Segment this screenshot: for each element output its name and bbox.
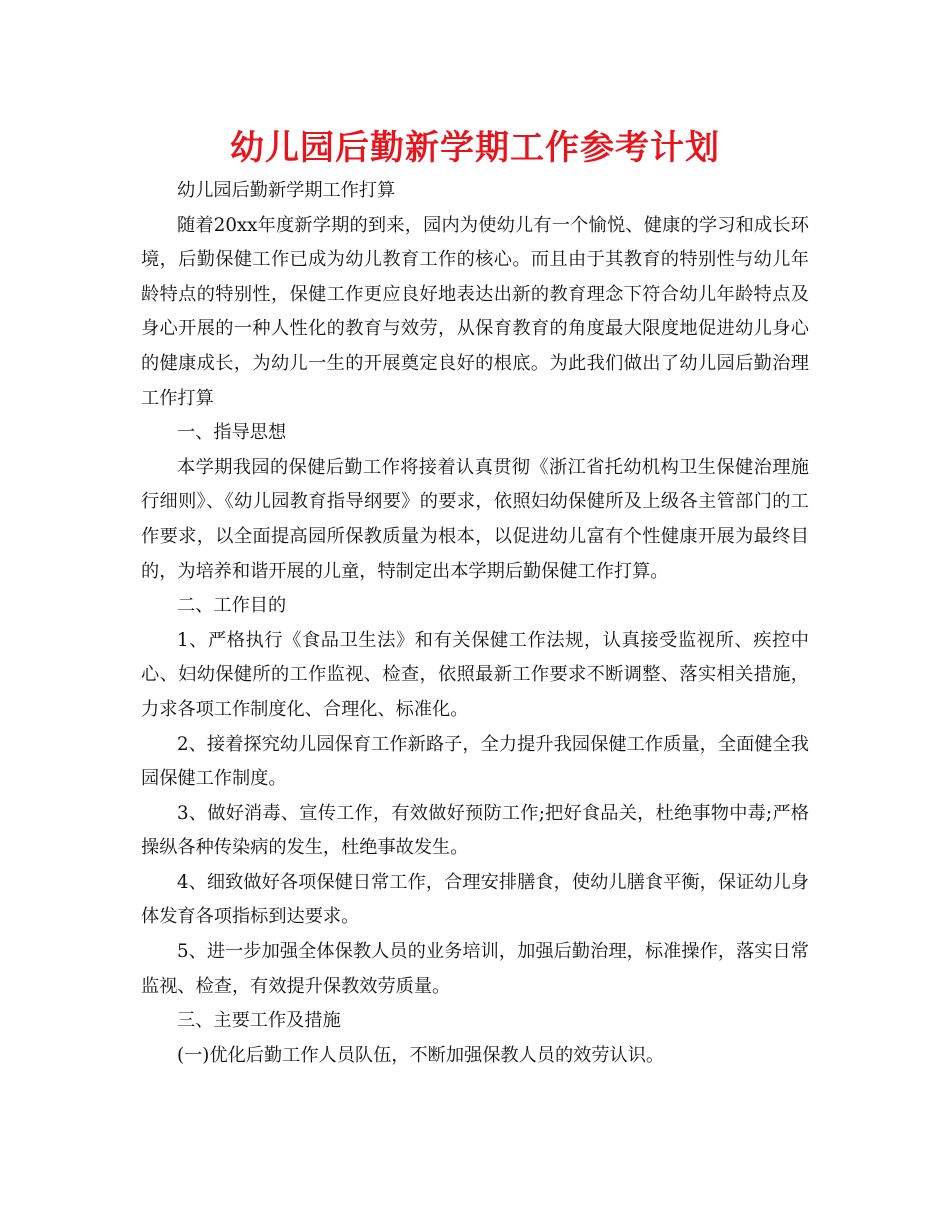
section-heading-work-goals: 二、工作目的 <box>177 595 287 617</box>
work-goal-item: 5、进一步加强全体保教人员的业务培训，加强后勤治理，标准操作，落实日常监视、检查，有效提升保教效劳质量。 <box>141 941 809 997</box>
guiding-thought-paragraph: 本学期我园的保健后勤工作将接着认真贯彻《浙江省托幼机构卫生保健治理施行细则》、《幼儿园教育指导纲要》的要求，依照妇幼保健所及上级各主管部门的工作要求，以全面提高园所保教质量为根本，以促进幼儿富有个性健康开展为最终目的，为培养和谐开展的儿童，特制定出本学期后勤保健工作打算。 <box>141 456 809 582</box>
document-subtitle: 幼儿园后勤新学期工作打算 <box>177 180 396 201</box>
section-heading-main-work: 三、主要工作及措施 <box>177 1010 341 1032</box>
main-work-sub-item: (一)优化后勤工作人员队伍，不断加强保教人员的效劳认识。 <box>177 1044 665 1066</box>
work-goal-item: 1、严格执行《食品卫生法》和有关保健工作法规，认真接受监视所、疾控中心、妇幼保健所的工作监视、检查，依照最新工作要求不断调整、落实相关措施，力求各项工作制度化、合理化、标准化。 <box>141 629 809 720</box>
work-goal-item: 2、接着探究幼儿园保育工作新路子，全力提升我园保健工作质量，全面健全我园保健工作制度。 <box>141 733 809 790</box>
intro-paragraph: 随着20xx年度新学期的到来，园内为使幼儿有一个愉悦、健康的学习和成长环境，后勤保健工作已成为幼儿教育工作的核心。而且由于其教育的特别性与幼儿年龄特点的特别性，保健工作更应良好地表达出新的教育理念下符合幼儿年龄特点及身心开展的一种人性化的教育与效劳，从保育教育的角度最大限度地促进幼儿身心的健康成长，为幼儿一生的开展奠定良好的根底。为此我们做出了幼儿园后勤治理工作打算 <box>141 214 809 409</box>
work-goal-item: 4、细致做好各项保健日常工作，合理安排膳食，使幼儿膳食平衡，保证幼儿身体发育各项指标到达要求。 <box>141 871 809 928</box>
section-heading-guiding-thought: 一、指导思想 <box>177 422 287 444</box>
work-goal-item: 3、做好消毒、宣传工作，有效做好预防工作;把好食品关，杜绝事物中毒;严格操纵各种传染病的发生，杜绝事故发生。 <box>141 802 809 859</box>
document-title: 幼儿园后勤新学期工作参考计划 <box>230 128 720 168</box>
